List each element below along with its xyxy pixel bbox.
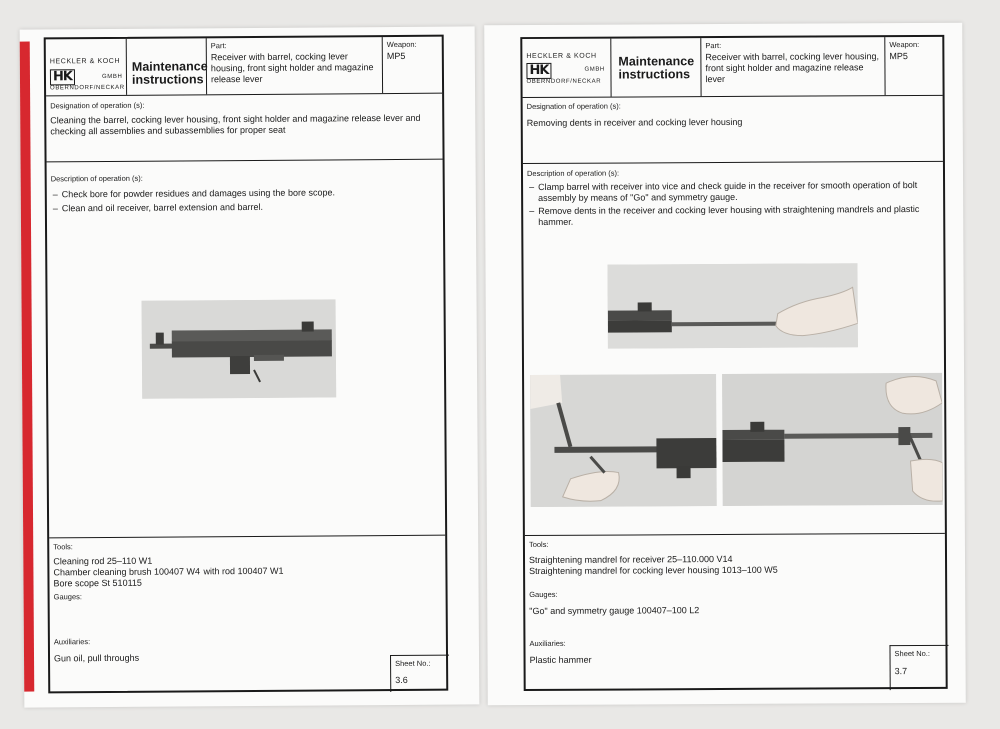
part-label: Part: (210, 41, 227, 51)
brand-gmbh: GMBH (584, 66, 605, 73)
step-item: – Remove dents in the receiver and cocking lever housing with straightening mandrels and plastic hammer. (529, 204, 939, 228)
photo-mandrel-lever (722, 373, 943, 506)
tools-label: Tools: (528, 539, 549, 550)
step-item: – Clean and oil receiver, barrel extension and barrel. (53, 201, 433, 215)
designation-text: Cleaning the barrel, cocking lever housing, front sight holder and magazine release lever and checking all assemblies and subassemblies for proper seat (50, 112, 421, 137)
designation-label: Designation of operation (s): (50, 100, 145, 111)
sheet-label: Sheet No.: (395, 658, 431, 668)
right-page (484, 23, 966, 705)
doc-title-line1: Maintenance (618, 54, 695, 69)
step-item: – Check bore for powder residues and damages using the bore scope. (53, 187, 433, 201)
description-label: Description of operation (s): (526, 168, 620, 179)
tools-line-2: Straightening mandrel for cocking lever housing 1013–100 W5 (529, 564, 778, 577)
step-item: – Clamp barrel with receiver into vice and check guide in the receiver for smooth operation of bolt assembly by means of "Go" and symmetry gauge. (529, 180, 939, 204)
doc-title-line1: Maintenance (131, 59, 208, 74)
hk-logo: HK (526, 63, 551, 79)
auxiliaries-label: Auxiliaries: (529, 638, 566, 649)
brand-gmbh: GMBH (101, 73, 123, 81)
weapon-label: Weapon: (889, 39, 920, 50)
brand-name: HECKLER & KOCH (49, 57, 121, 66)
weapon-value: MP5 (889, 51, 908, 62)
doc-title (618, 55, 694, 81)
photo-hammer-on-mandrel (530, 374, 717, 507)
left-page (20, 26, 480, 707)
designation-label: Designation of operation (s): (526, 101, 621, 112)
sheet-number-box (889, 645, 948, 690)
operation-steps (529, 180, 939, 228)
tools-line-2: Chamber cleaning brush 100407 W4 (53, 566, 201, 578)
part-text: Receiver with barrel, cocking lever housing, front sight holder and magazine release lever (705, 51, 880, 85)
red-binding-strip (20, 42, 35, 692)
tools-line-3: Bore scope St 510115 (53, 577, 142, 589)
gauges-text: "Go" and symmetry gauge 100407–100 L2 (529, 605, 700, 617)
brand-city: OBERNDORF/NECKAR (50, 84, 125, 92)
tools-line-2-rod: with rod 100407 W1 (203, 565, 284, 577)
hk-logo: HK (50, 69, 75, 85)
auxiliaries-text: Gun oil, pull throughs (53, 652, 140, 664)
tools-label: Tools: (53, 542, 73, 552)
sheet-label: Sheet No.: (894, 648, 930, 659)
sheet-value: 3.6 (395, 674, 408, 685)
part-label: Part: (705, 41, 722, 51)
auxiliaries-text: Plastic hammer (529, 654, 592, 666)
tools-line-1: Straightening mandrel for receiver 25–110.000 V14 (528, 553, 733, 566)
gauges-label: Gauges: (53, 592, 82, 602)
auxiliaries-label: Auxiliaries: (53, 637, 91, 647)
photo-mandrel-in-receiver (607, 263, 857, 348)
left-form-frame (44, 35, 449, 694)
doc-title (132, 60, 208, 87)
description-label: Description of operation (s): (50, 173, 143, 184)
weapon-label: Weapon: (386, 39, 417, 50)
doc-title-line2: instructions (618, 67, 691, 82)
tools-line-1: Cleaning rod 25–110 W1 (53, 555, 153, 567)
designation-text: Removing dents in receiver and cocking lever housing (526, 116, 743, 129)
part-text: Receiver with barrel, cocking lever housing, front sight holder and magazine release lever (210, 51, 374, 85)
brand-name: HECKLER & KOCH (526, 52, 597, 61)
weapon-value: MP5 (386, 50, 406, 62)
doc-title-line2: instructions (131, 72, 204, 87)
operation-steps (53, 187, 433, 215)
sheet-value: 3.7 (894, 666, 908, 677)
sheet-number-box (390, 655, 449, 692)
right-form-frame (520, 35, 947, 691)
gauges-label: Gauges: (529, 589, 558, 600)
photo-receiver-assembly (142, 299, 337, 398)
brand-city: OBERNDORF/NECKAR (526, 78, 602, 86)
